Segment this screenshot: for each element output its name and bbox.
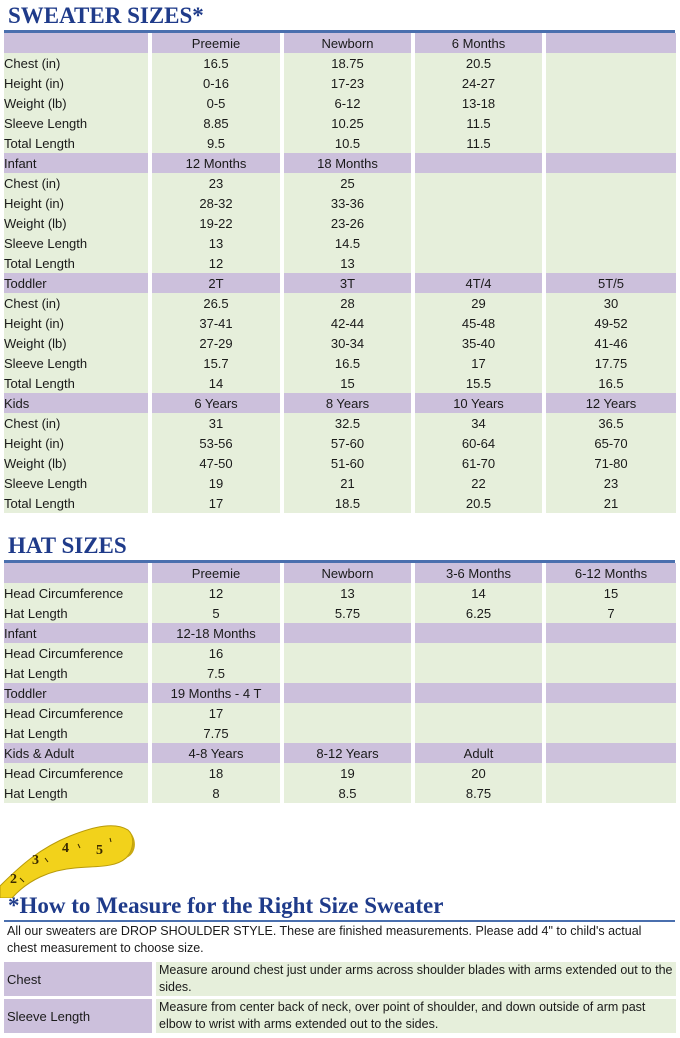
section-header-row (4, 563, 676, 583)
size-header: 3-6 Months (415, 563, 546, 583)
measurement-value (546, 253, 676, 273)
size-header: 12-18 Months (152, 623, 284, 643)
measurement-value: 32.5 (284, 413, 415, 433)
table-row (4, 703, 676, 723)
table-row (4, 663, 676, 683)
measurement-label: Sleeve Length (4, 473, 152, 493)
size-header: Newborn (284, 563, 415, 583)
measurement-value (546, 233, 676, 253)
measurement-value: 8.5 (284, 783, 415, 803)
measurement-value: 13 (284, 583, 415, 603)
measurement-value (284, 703, 415, 723)
hat-size-table (4, 563, 676, 803)
measurement-value: 28-32 (152, 193, 284, 213)
measurement-value: 15.7 (152, 353, 284, 373)
section-header-row (4, 273, 676, 293)
measurement-value: 30 (546, 293, 676, 313)
measurement-value: 11.5 (415, 113, 546, 133)
measurement-value (284, 643, 415, 663)
measurement-label: Hat Length (4, 663, 152, 683)
tape-body (0, 826, 133, 898)
table-row (4, 453, 676, 473)
measurement-label: Height (in) (4, 433, 152, 453)
size-header: Newborn (284, 33, 415, 53)
measurement-value: 20.5 (415, 53, 546, 73)
measurement-value: 6-12 (284, 93, 415, 113)
measurement-value: 13 (284, 253, 415, 273)
measure-item-label: Chest (4, 962, 152, 996)
measurement-value: 42-44 (284, 313, 415, 333)
table-row (4, 433, 676, 453)
size-header: 3T (284, 273, 415, 293)
measurement-value: 7 (546, 603, 676, 623)
measurement-value: 14 (415, 583, 546, 603)
section-header-row (4, 623, 676, 643)
measure-item-desc: Measure around chest just under arms across shoulder blades with arms extended out to the sides. (156, 962, 676, 996)
section-label: Kids (4, 393, 152, 413)
tape-number: 5 (96, 843, 103, 858)
section-header-row (4, 153, 676, 173)
measurement-value: 51-60 (284, 453, 415, 473)
hat-sizes-title: HAT SIZES (8, 533, 127, 558)
measurement-value: 14 (152, 373, 284, 393)
measurement-value: 5 (152, 603, 284, 623)
measurement-value: 12 (152, 583, 284, 603)
measurement-value: 53-56 (152, 433, 284, 453)
table-row (4, 763, 676, 783)
size-header: 4-8 Years (152, 743, 284, 763)
size-header (546, 153, 676, 173)
measurement-value (546, 763, 676, 783)
table-row (4, 253, 676, 273)
section-label: Kids & Adult (4, 743, 152, 763)
size-header (415, 623, 546, 643)
measurement-value: 17 (152, 703, 284, 723)
measurement-label: Head Circumference (4, 763, 152, 783)
measurement-value (415, 193, 546, 213)
size-header: Adult (415, 743, 546, 763)
measurement-label: Head Circumference (4, 643, 152, 663)
measurement-value (546, 93, 676, 113)
measurement-label: Height (in) (4, 313, 152, 333)
measure-guide (4, 922, 676, 1033)
measurement-label: Weight (lb) (4, 213, 152, 233)
table-row (4, 603, 676, 623)
measurement-value: 12 (152, 253, 284, 273)
measurement-label: Total Length (4, 493, 152, 513)
measure-item-desc: Measure from center back of neck, over point of shoulder, and down outside of arm past elbow to wrist with arms extended out to the sides. (156, 999, 676, 1033)
measurement-label: Hat Length (4, 723, 152, 743)
measurement-value: 5.75 (284, 603, 415, 623)
size-header: Preemie (152, 33, 284, 53)
measurement-value: 0-16 (152, 73, 284, 93)
measurement-value (546, 73, 676, 93)
section-label: Infant (4, 153, 152, 173)
measurement-value (284, 663, 415, 683)
measurement-value: 17 (152, 493, 284, 513)
size-header: 12 Years (546, 393, 676, 413)
measurement-label: Total Length (4, 133, 152, 153)
measurement-label: Head Circumference (4, 703, 152, 723)
measurement-value: 16.5 (152, 53, 284, 73)
measurement-value: 17-23 (284, 73, 415, 93)
measurement-value: 7.5 (152, 663, 284, 683)
measurement-value: 61-70 (415, 453, 546, 473)
measurement-value: 13 (152, 233, 284, 253)
measurement-value (415, 703, 546, 723)
measurement-label: Weight (lb) (4, 453, 152, 473)
measurement-label: Chest (in) (4, 173, 152, 193)
measurement-value: 16.5 (546, 373, 676, 393)
measurement-value: 17 (415, 353, 546, 373)
measurement-value: 15 (284, 373, 415, 393)
measurement-value (415, 253, 546, 273)
measurement-value: 36.5 (546, 413, 676, 433)
measurement-value (546, 783, 676, 803)
table-row (4, 113, 676, 133)
measurement-value (415, 213, 546, 233)
measurement-value: 16.5 (284, 353, 415, 373)
size-header (546, 683, 676, 703)
table-row (4, 133, 676, 153)
table-row (4, 413, 676, 433)
measurement-value (546, 193, 676, 213)
size-header (284, 683, 415, 703)
measure-guide-title: *How to Measure for the Right Size Sweater (8, 893, 444, 918)
measurement-value: 57-60 (284, 433, 415, 453)
measurement-value: 20 (415, 763, 546, 783)
measurement-value (546, 113, 676, 133)
section-label (4, 33, 152, 53)
measurement-value: 18.5 (284, 493, 415, 513)
measurement-label: Hat Length (4, 783, 152, 803)
measurement-label: Total Length (4, 373, 152, 393)
table-row (4, 173, 676, 193)
measurement-value: 65-70 (546, 433, 676, 453)
measurement-value (415, 643, 546, 663)
section-header-row (4, 393, 676, 413)
measurement-label: Sleeve Length (4, 353, 152, 373)
tape-number: 4 (62, 841, 69, 856)
measurement-value: 24-27 (415, 73, 546, 93)
measurement-value: 13-18 (415, 93, 546, 113)
table-row (4, 353, 676, 373)
size-header (546, 743, 676, 763)
table-row (4, 783, 676, 803)
size-header: 8 Years (284, 393, 415, 413)
tape-number: 3 (32, 853, 39, 868)
size-header (415, 153, 546, 173)
measurement-value: 18.75 (284, 53, 415, 73)
size-header: 18 Months (284, 153, 415, 173)
table-row (4, 473, 676, 493)
measuring-tape-illustration (0, 808, 140, 898)
measurement-value (415, 173, 546, 193)
measurement-label: Chest (in) (4, 293, 152, 313)
measurement-value (546, 173, 676, 193)
measurement-value: 14.5 (284, 233, 415, 253)
measurement-value: 47-50 (152, 453, 284, 473)
table-row (4, 313, 676, 333)
measurement-value: 10.5 (284, 133, 415, 153)
sweater-sizes-title: SWEATER SIZES* (8, 3, 204, 28)
table-row (4, 233, 676, 253)
measurement-value (546, 133, 676, 153)
measurement-value: 19-22 (152, 213, 284, 233)
measurement-label: Height (in) (4, 193, 152, 213)
measurement-value: 8 (152, 783, 284, 803)
measurement-value: 20.5 (415, 493, 546, 513)
measurement-value (546, 213, 676, 233)
measurement-value: 10.25 (284, 113, 415, 133)
size-header (415, 683, 546, 703)
measurement-value: 28 (284, 293, 415, 313)
measurement-label: Chest (in) (4, 53, 152, 73)
measurement-value (546, 723, 676, 743)
section-header-row (4, 743, 676, 763)
measurement-label: Sleeve Length (4, 233, 152, 253)
measurement-value (546, 643, 676, 663)
measurement-value: 23 (546, 473, 676, 493)
table-row (4, 333, 676, 353)
table-row (4, 73, 676, 93)
size-header (546, 33, 676, 53)
measurement-label: Height (in) (4, 73, 152, 93)
measurement-value: 19 (152, 473, 284, 493)
section-label: Toddler (4, 683, 152, 703)
section-header-row (4, 683, 676, 703)
size-header: 19 Months - 4 T (152, 683, 284, 703)
measurement-value (284, 723, 415, 743)
table-row (4, 373, 676, 393)
measurement-value: 27-29 (152, 333, 284, 353)
section-label: Infant (4, 623, 152, 643)
section-label (4, 563, 152, 583)
size-header (284, 623, 415, 643)
size-header: 6 Years (152, 393, 284, 413)
measurement-value: 23 (152, 173, 284, 193)
measurement-value: 23-26 (284, 213, 415, 233)
measurement-value: 30-34 (284, 333, 415, 353)
measurement-value: 11.5 (415, 133, 546, 153)
measurement-label: Sleeve Length (4, 113, 152, 133)
size-header: 2T (152, 273, 284, 293)
measurement-value: 33-36 (284, 193, 415, 213)
table-row (4, 493, 676, 513)
size-header: 8-12 Years (284, 743, 415, 763)
size-header: 4T/4 (415, 273, 546, 293)
size-header (546, 623, 676, 643)
measurement-value: 26.5 (152, 293, 284, 313)
measurement-value: 15 (546, 583, 676, 603)
size-header: 6 Months (415, 33, 546, 53)
measure-intro: All our sweaters are DROP SHOULDER STYLE. These are finished measurements. Please add 4" to child's actual chest measurement to choose size. (4, 922, 676, 959)
measurement-value: 60-64 (415, 433, 546, 453)
measurement-value (546, 663, 676, 683)
measurement-value: 0-5 (152, 93, 284, 113)
size-header: 6-12 Months (546, 563, 676, 583)
section-header-row (4, 33, 676, 53)
measurement-value: 17.75 (546, 353, 676, 373)
table-row (4, 723, 676, 743)
measurement-label: Weight (lb) (4, 93, 152, 113)
measurement-value (546, 703, 676, 723)
measure-item-label: Sleeve Length (4, 999, 152, 1033)
measurement-value: 49-52 (546, 313, 676, 333)
table-row (4, 643, 676, 663)
size-header: 10 Years (415, 393, 546, 413)
size-header: 12 Months (152, 153, 284, 173)
tape-number: 2 (10, 872, 17, 887)
measurement-value: 41-46 (546, 333, 676, 353)
measurement-value: 37-41 (152, 313, 284, 333)
measurement-value: 34 (415, 413, 546, 433)
measurement-value: 7.75 (152, 723, 284, 743)
measurement-value: 18 (152, 763, 284, 783)
measurement-value: 25 (284, 173, 415, 193)
measurement-label: Hat Length (4, 603, 152, 623)
measurement-value: 21 (284, 473, 415, 493)
measure-item-chest (4, 962, 676, 996)
measurement-value (415, 233, 546, 253)
measurement-label: Total Length (4, 253, 152, 273)
table-row (4, 53, 676, 73)
measurement-value: 31 (152, 413, 284, 433)
table-row (4, 583, 676, 603)
measurement-label: Weight (lb) (4, 333, 152, 353)
measurement-value: 45-48 (415, 313, 546, 333)
table-row (4, 193, 676, 213)
measurement-value: 71-80 (546, 453, 676, 473)
measurement-label: Head Circumference (4, 583, 152, 603)
size-header: Preemie (152, 563, 284, 583)
measurement-value: 19 (284, 763, 415, 783)
measurement-value (415, 663, 546, 683)
measurement-value: 16 (152, 643, 284, 663)
measurement-value: 22 (415, 473, 546, 493)
measurement-value: 8.85 (152, 113, 284, 133)
section-label: Toddler (4, 273, 152, 293)
measurement-value (415, 723, 546, 743)
table-row (4, 93, 676, 113)
size-header: 5T/5 (546, 273, 676, 293)
measurement-value: 21 (546, 493, 676, 513)
sweater-size-table (4, 33, 676, 513)
table-row (4, 293, 676, 313)
measurement-value: 29 (415, 293, 546, 313)
table-row (4, 213, 676, 233)
measurement-value: 8.75 (415, 783, 546, 803)
measurement-value: 35-40 (415, 333, 546, 353)
measurement-label: Chest (in) (4, 413, 152, 433)
measurement-value: 15.5 (415, 373, 546, 393)
measurement-value: 9.5 (152, 133, 284, 153)
measurement-value (546, 53, 676, 73)
measure-item-sleeve-length (4, 999, 676, 1033)
measurement-value: 6.25 (415, 603, 546, 623)
